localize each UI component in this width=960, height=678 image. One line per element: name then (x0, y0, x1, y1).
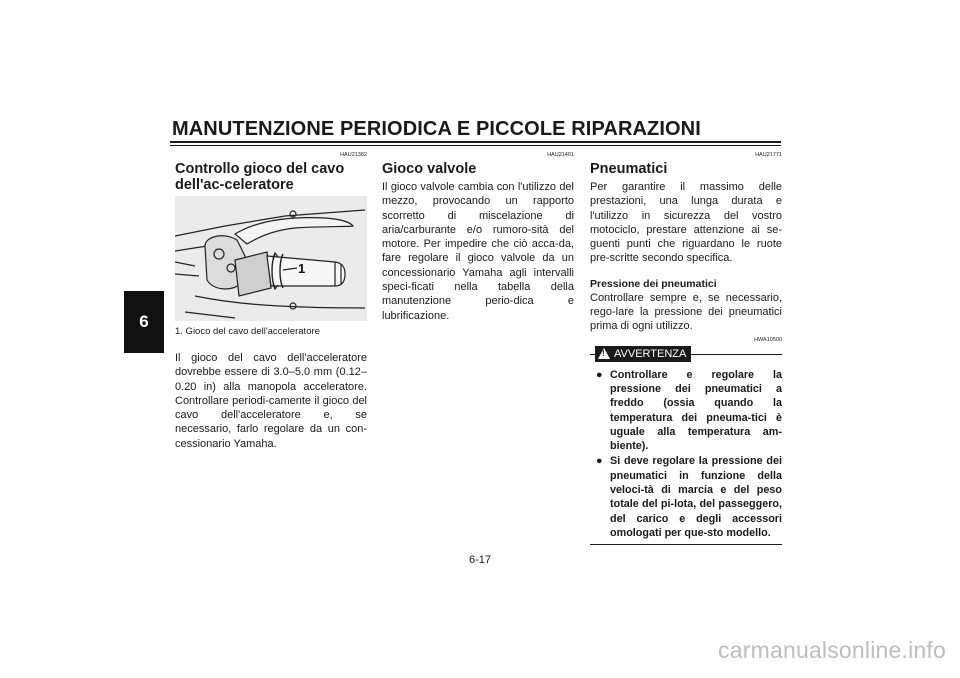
throttle-figure (175, 196, 367, 321)
header-rule-thin (170, 145, 781, 146)
warning-list (590, 368, 782, 541)
page-title: MANUTENZIONE PERIODICA E PICCOLE RIPARAZIONI (172, 118, 701, 140)
header-rule (170, 141, 781, 143)
list-item: ● Controllare e regolare la pressione dei pneumatici a freddo (ossia quando la temperatura dei pneuma-tici è uguale alla temperatura am-biente). (596, 368, 782, 453)
warning-header (590, 346, 782, 364)
section-code: HAU21401 (547, 152, 574, 158)
figure-callout: 1 (298, 261, 306, 276)
column-tires (590, 152, 782, 545)
subsection-body: Controllare sempre e, se necessario, rego-lare la pressione dei pneumatici prima di ogni utilizzo. (590, 291, 782, 333)
section-heading: Gioco valvole (382, 161, 477, 177)
section-body: Il gioco valvole cambia con l'utilizzo del mezzo, provocando un rapporto scorretto di miscelazione di aria/carburante e/o rumoro-sità del motore. Per impedire che ciò acca-da, fare regolare il gioco valvole da un concessionario Yamaha agli intervalli speci-ficati nella tabella della manutenzione perio-dica e lubrificazione. (382, 181, 574, 322)
page-number: 6-17 (468, 554, 492, 566)
warning-bottom-rule (590, 544, 782, 545)
watermark: carmanualsonline.info (718, 637, 946, 663)
section-body: Il gioco del cavo dell'acceleratore dovrebbe essere di 3.0–5.0 mm (0.12–0.20 in) alla manopola acceleratore. Controllare periodi-camente il gioco del cavo dell'acceleratore e, se necessario, farlo regolare da un con-cessionario Yamaha. (175, 352, 367, 450)
section-heading: Controllo gioco del cavo dell'ac-celeratore (175, 161, 345, 193)
warning-label: AVVERTENZA (614, 347, 687, 360)
column-valve-clearance (382, 152, 574, 323)
subsection-heading: Pressione dei pneumatici (590, 277, 717, 290)
chapter-tab: 6 (124, 291, 164, 353)
section-code: HAU21771 (755, 152, 782, 158)
bullet-icon: ● (596, 455, 603, 468)
bullet-icon: ● (596, 368, 603, 381)
figure-caption: 1. Gioco del cavo dell'acceleratore (175, 326, 320, 337)
section-heading: Pneumatici (590, 161, 668, 177)
list-item: ● Si deve regolare la pressione dei pneumatici in funzione della veloci-tà di marcia e del peso totale del pi-lota, del passeggero, del carico e degli accessori omologati per que-sto modello. (596, 455, 782, 539)
section-body: Per garantire il massimo delle prestazioni, una lunga durata e l'utilizzo in sicurezza del vostro motociclo, prestare attenzione ai se-guenti punti che riguardano le ruote pre-scritte secondo specifica. (590, 181, 782, 265)
warning-badge (595, 346, 691, 362)
throttle-illustration (175, 196, 367, 321)
warning-code: HWA10500 (754, 336, 782, 343)
section-code: HAU21382 (340, 152, 367, 158)
column-throttle-cable (175, 152, 367, 451)
warning-icon: ! (598, 348, 610, 359)
